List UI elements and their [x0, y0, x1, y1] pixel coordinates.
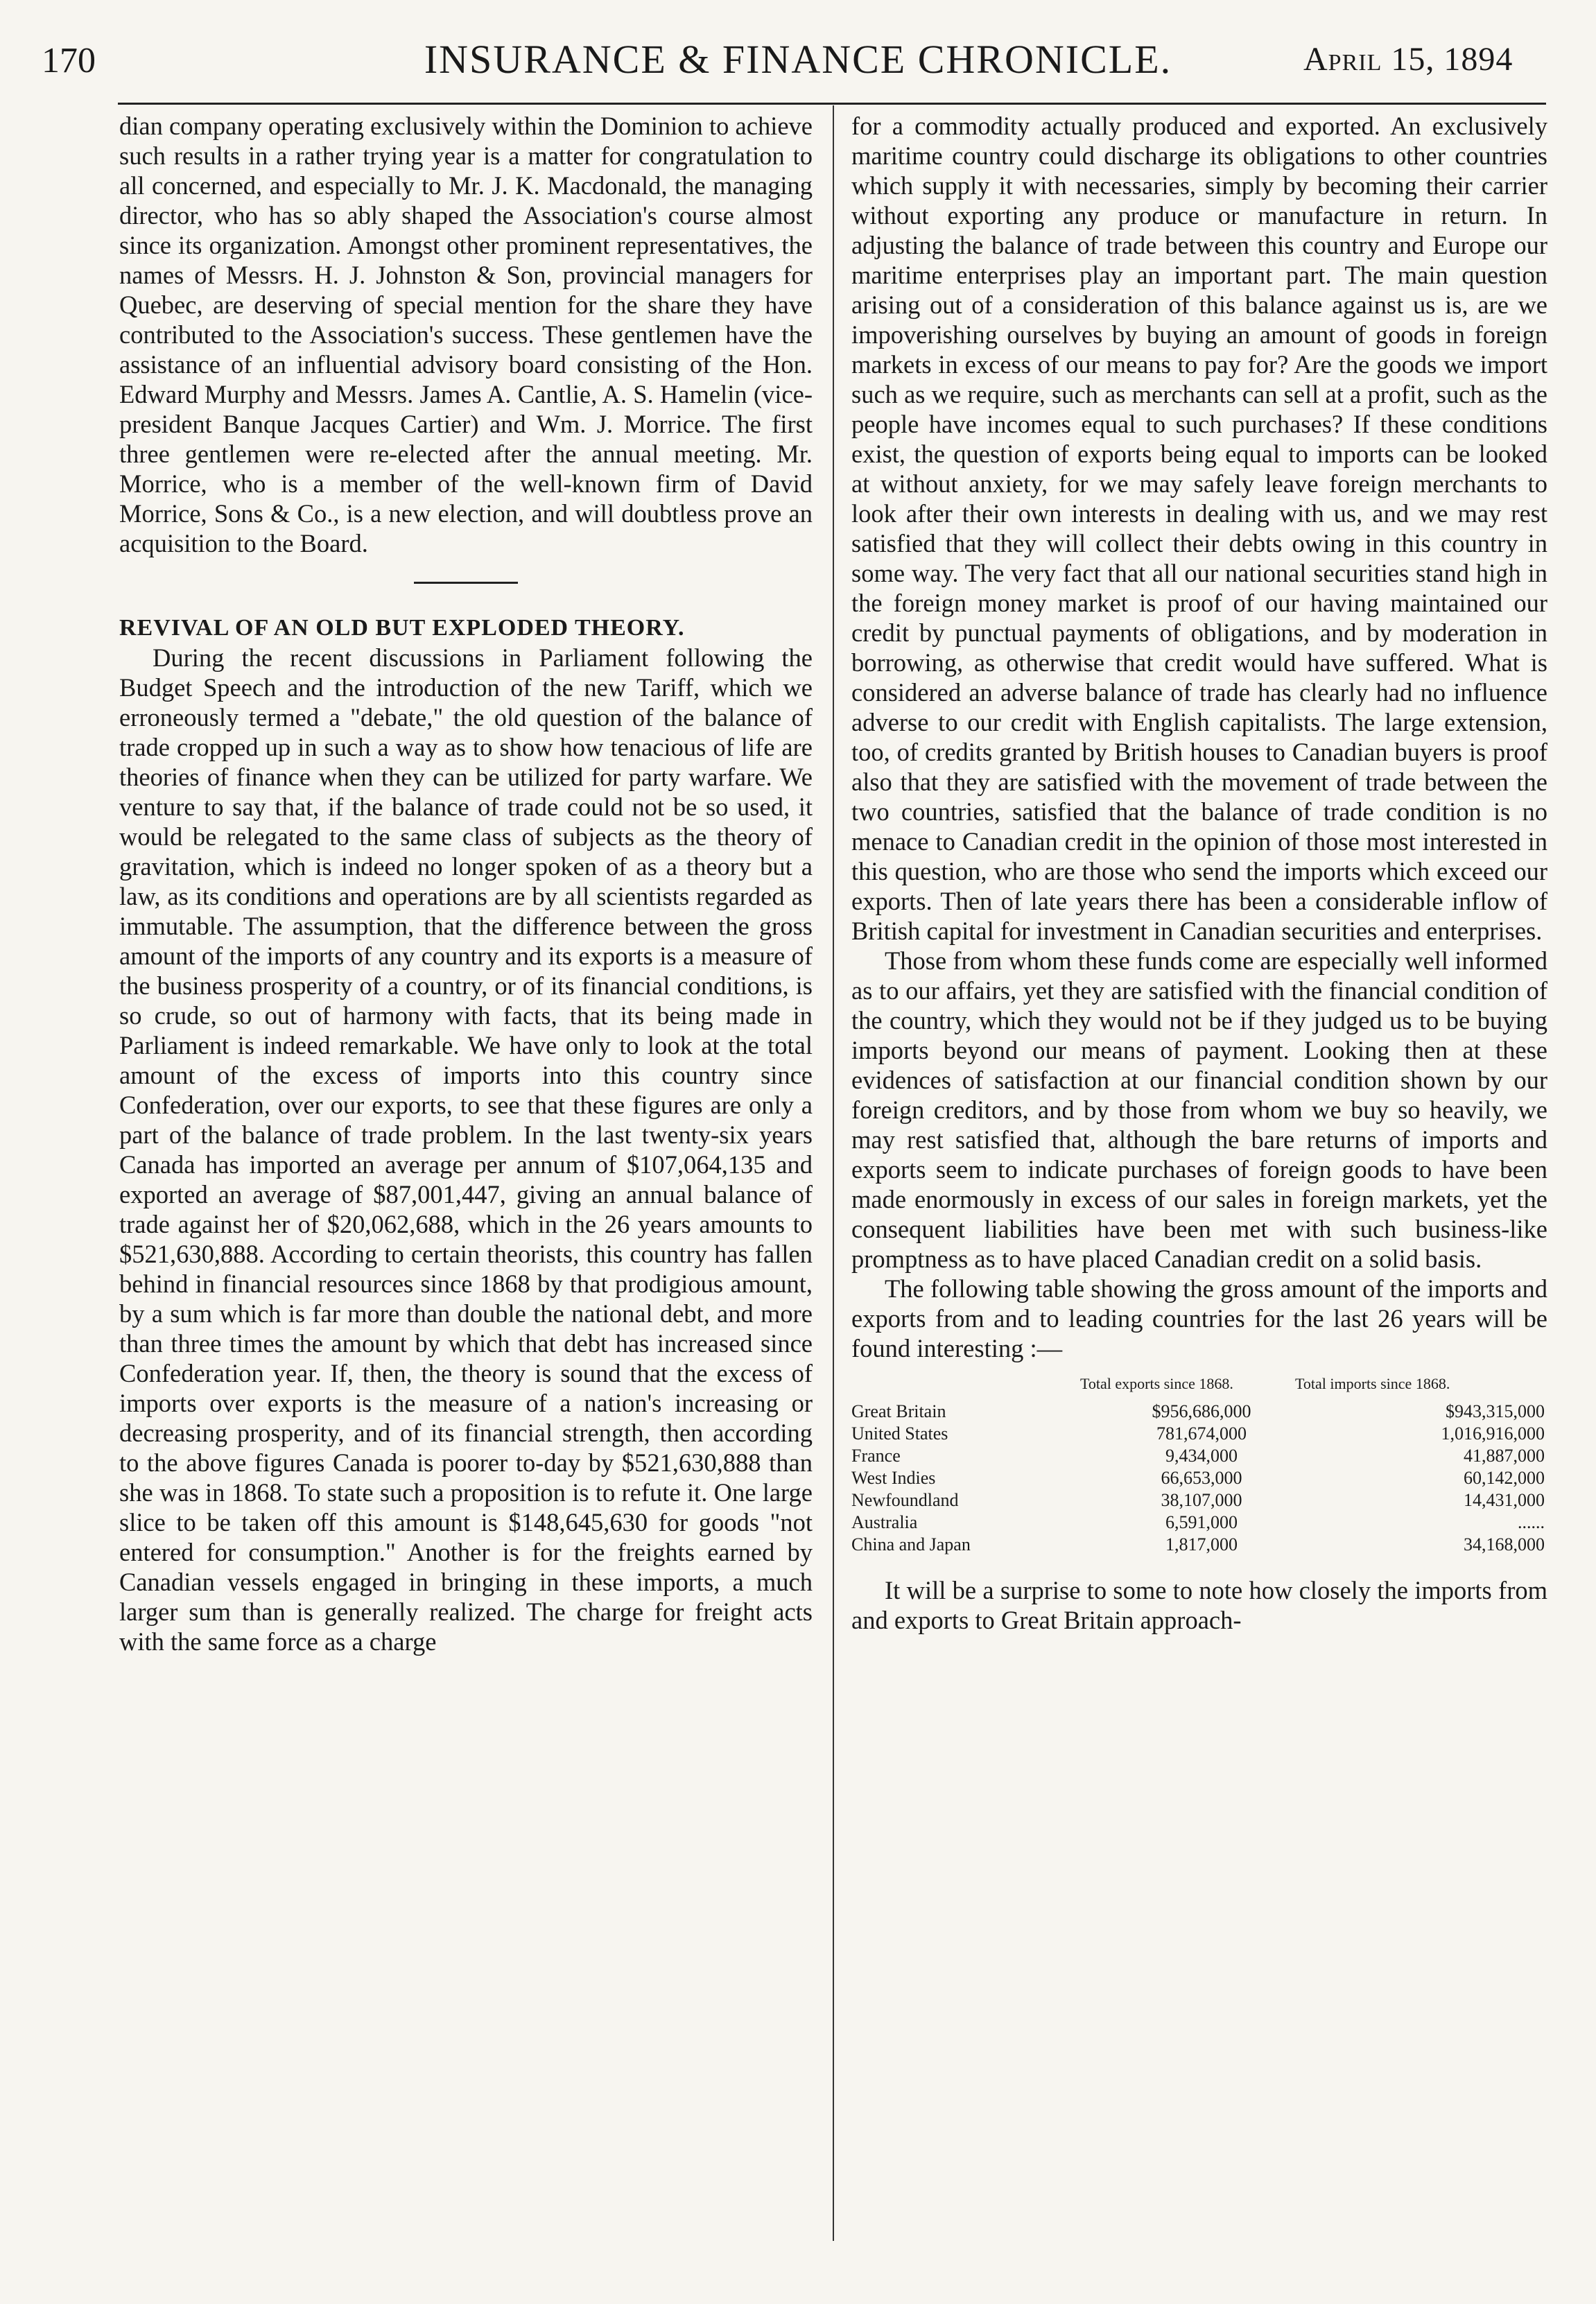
exports-cell: 1,817,000 [1165, 1534, 1238, 1554]
country-cell: Newfoundland [851, 1490, 959, 1510]
exports-column-header: Total exports since 1868. [1080, 1375, 1233, 1392]
imports-cell: ...... [1518, 1512, 1545, 1532]
article-paragraph: During the recent discussions in Parliament following the Budget Speech and the introduction of the new Tariff, which we erroneously termed a "debate," the old question of the balance of trade cropped up in such a way as to show how tenacious of life are theories of finance when they can be utilized for party warfare. We venture to say that, if the balance of trade could not be so used, it would be relegated to the same class of subjects as the theory of gravitation, which is indeed no longer spoken of as a theory but a law, as its conditions and operations are by all scientists regarded as immutable. The assumption, that the difference between the gross amount of the imports of any country and its exports is a measure of the business prosperity of a country, or of its financial conditions, is so crude, so out of harmony with facts, that its being made in Parliament is indeed remarkable. We have only to look at the total amount of the excess of imports into this country since Confederation, over our exports, to see that these figures are only a part of the balance of trade problem. In the last twenty-six years Canada has imported an average per annum of $107,064,135 and exported an average of $87,001,447, giving an annual balance of trade against her of $20,062,688, which in the 26 years amounts to $521,630,888. According to certain theorists, this country has fallen behind in financial resources since 1868 by that prodigious amount, by a sum which is far more than double the national debt, and more than three times the amount by which that debt has increased since Confederation year. If, then, the theory is sound that the excess of imports over exports is the measure of a nation's increasing or decreasing prosperity, and of its financial strength, then according to the above figures Canada is poorer to-day by $521,630,888 than she was in 1868. To state such a proposition is to refute it. One large slice to be taken off this amount is $148,645,630 for goods "not entered for consumption." Another is for the freights earned by Canadian vessels engaged in bringing in these imports, a much larger sum than is generally realized. The charge for freight acts with the same force as a charge [119, 643, 813, 1656]
table-row [851, 1423, 1545, 1445]
trade-table-header [851, 1374, 1547, 1395]
table-row [851, 1534, 1545, 1556]
country-cell: West Indies [851, 1468, 936, 1488]
country-cell: Great Britain [851, 1401, 946, 1421]
paragraph-3: The following table showing the gross amount of the imports and exports from and to leading countries for the last 26 years will be found interesting :— [851, 1274, 1547, 1362]
intro-paragraph: dian company operating exclusively within the Dominion to achieve such results in a rather trying year is a matter for congratulation to all concerned, and especially to Mr. J. K. Macdonald, the managing director, who has so ably shaped the Association's course almost since its organization. Amongst other prominent representatives, the names of Messrs. H. J. Johnston & Son, provincial managers for Quebec, are deserving of special mention for the share they have contributed to the Association's success. These gentlemen have the assistance of an influential advisory board consisting of the Hon. Edward Murphy and Messrs. James A. Cantlie, A. S. Hamelin (vice-president Banque Jacques Cartier) and Wm. J. Morrice. The first three gentlemen were re-elected after the annual meeting. Mr. Morrice, who is a member of the well-known firm of David Morrice, Sons & Co., is a new election, and will doubtless prove an acquisition to the Board. [119, 112, 813, 557]
exports-cell: 9,434,000 [1165, 1446, 1238, 1466]
paragraph-1: for a commodity actually produced and exported. An exclusively maritime country could discharge its obligations to other countries which supply it with necessaries, simply by becoming their carrier without exporting any produce or manufacture in return. In adjusting the balance of trade between this country and Europe our maritime enterprises play an important part. The main question arising out of a consideration of this balance against us is, are we impoverishing ourselves by buying an amount of goods in foreign markets in excess of our means to pay for? Are the goods we import such as we require, such as merchants can sell at a profit, such as the people have incomes equal to such purchases? If these conditions exist, the question of exports being equal to imports can be looked at without anxiety, for we may safely leave foreign merchants to look after their own interests in dealing with us, and we may rest satisfied that they will collect their debts owing in this country in some way. The very fact that all our national securities stand high in the foreign money market is proof of our having maintained our credit by punctual payments of obligations, and by moderation in borrowing, as otherwise that credit would have suffered. What is considered an adverse balance of trade has clearly had no influence adverse to our credit with English capitalists. The large extension, too, of credits granted by British houses to Canadian buyers is proof also that they are satisfied with the movement of trade between the two countries, satisfied that the balance of trade condition is no menace to Canadian credit in the opinion of those most interested in this question, who are those who send the imports which exceed our exports. Then of late years there has been a considerable inflow of British capital for investment in Canadian securities and enterprises. [851, 112, 1547, 945]
imports-column-header: Total imports since 1868. [1295, 1375, 1450, 1392]
exports-cell: 6,591,000 [1165, 1512, 1238, 1532]
imports-cell: 41,887,000 [1464, 1446, 1545, 1466]
left-column [119, 111, 813, 1656]
paragraph-4: It will be a surprise to some to note how closely the imports from and exports to Great Britain approach- [851, 1576, 1547, 1634]
exports-cell: $956,686,000 [1152, 1401, 1251, 1421]
country-cell: Australia [851, 1512, 918, 1532]
imports-cell: 60,142,000 [1464, 1468, 1545, 1488]
exports-cell: 781,674,000 [1156, 1423, 1247, 1444]
header-rule [118, 103, 1546, 105]
country-cell: United States [851, 1423, 948, 1444]
journal-title: INSURANCE & FINANCE CHRONICLE. [424, 37, 1172, 82]
exports-cell: 38,107,000 [1161, 1490, 1242, 1510]
imports-cell: 14,431,000 [1464, 1490, 1545, 1510]
table-row [851, 1489, 1545, 1512]
column-divider [833, 105, 834, 2241]
table-row [851, 1445, 1545, 1467]
article-heading: REVIVAL OF AN OLD BUT EXPLODED THEORY. [119, 615, 685, 641]
trade-table [851, 1401, 1545, 1556]
page-number: 170 [42, 41, 96, 80]
country-cell: France [851, 1446, 901, 1466]
issue-date: April 15, 1894 [1303, 41, 1513, 78]
imports-cell: 34,168,000 [1464, 1534, 1545, 1554]
imports-cell: 1,016,916,000 [1441, 1423, 1545, 1444]
right-column [851, 111, 1547, 1635]
table-row [851, 1467, 1545, 1489]
paragraph-2: Those from whom these funds come are especially well informed as to our affairs, yet they are satisfied with the financial condition of the country, which they would not be if they judged us to be buying imports beyond our means of payment. Looking then at these evidences of satisfaction at our financial condition shown by our foreign creditors, and by those from whom we buy so heavily, we may rest satisfied that, although the bare returns of imports and exports seem to indicate purchases of foreign goods to have been made enormously in excess of our sales in foreign markets, yet the consequent liabilities have been met with such business-like promptness as to have placed Canadian credit on a solid basis. [851, 946, 1547, 1273]
table-row [851, 1401, 1545, 1423]
imports-cell: $943,315,000 [1446, 1401, 1545, 1421]
page-header [0, 0, 1596, 104]
country-cell: China and Japan [851, 1534, 971, 1554]
exports-cell: 66,653,000 [1161, 1468, 1242, 1488]
table-row [851, 1512, 1545, 1534]
section-divider [414, 582, 518, 584]
